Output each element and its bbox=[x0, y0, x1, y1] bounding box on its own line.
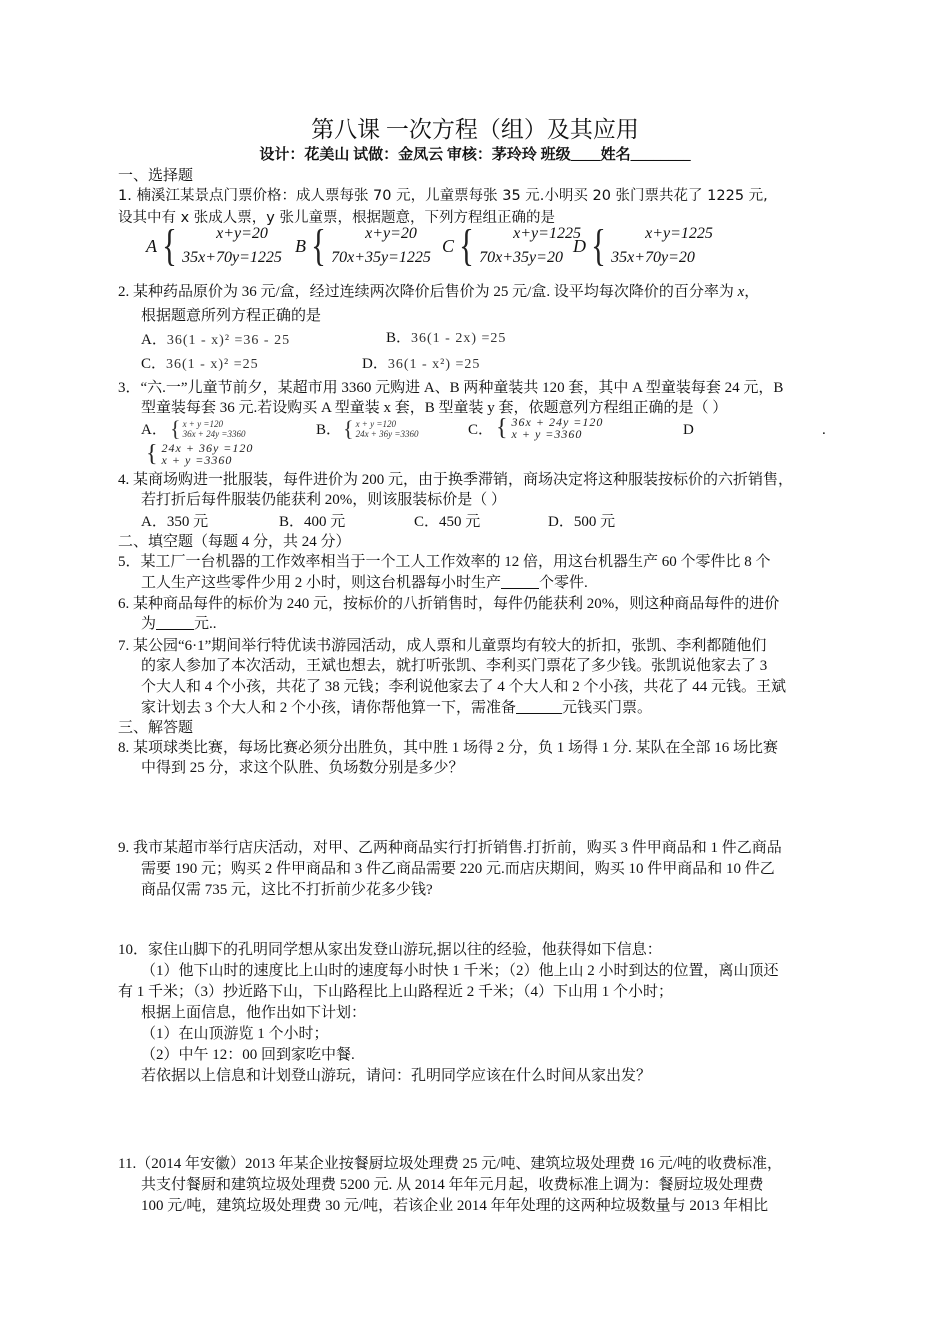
brace-icon: { bbox=[311, 221, 326, 270]
q11-line-1: 11.（2014 年安徽）2013 年某企业按餐厨垃圾处理费 25 元/吨、建筑垃圾处理费 16 元/吨的收费标准， bbox=[118, 1156, 783, 1172]
brace-icon: { bbox=[162, 221, 177, 270]
q1-option-a bbox=[146, 222, 282, 270]
q9-line-1: 9. 我市某超市举行店庆活动，对甲、乙两种商品实行打折销售.打折前，购买 3 件甲商品和 1 件乙商品 bbox=[118, 840, 782, 856]
q10-line-5: （1）在山顶游览 1 个小时； bbox=[141, 1026, 329, 1042]
page-title: 第八课 一次方程（组）及其应用 bbox=[311, 117, 639, 142]
q3-option-a-row-2: 36x + 24y =3360 bbox=[182, 429, 246, 439]
q10-line-1: 10．家住山脚下的孔明同学想从家出发登山游玩,据以往的经验，他获得如下信息： bbox=[118, 942, 662, 958]
q1-option-b-row-1: x+y=20 bbox=[365, 225, 417, 242]
q5-answer-blank[interactable] bbox=[501, 573, 539, 589]
q2-text-end: ， bbox=[744, 284, 760, 300]
brace-icon: { bbox=[146, 441, 159, 467]
q2-variable: x bbox=[737, 284, 745, 300]
q2-line-2: 根据题意所列方程正确的是 bbox=[141, 308, 322, 324]
q2-option-b-label: B． bbox=[386, 330, 412, 346]
q2-line-1 bbox=[118, 282, 759, 302]
q2-option-c-eq: 36(1 - x)² =25 bbox=[166, 357, 259, 372]
q8-line-2: 中得到 25 分，求这个队胜、负场数分别是多少？ bbox=[141, 760, 464, 776]
q1-option-d-row-1: x+y=1225 bbox=[645, 225, 713, 242]
section-answer-heading: 三、解答题 bbox=[118, 720, 194, 736]
brace-icon: { bbox=[591, 221, 606, 270]
brace-icon: { bbox=[170, 416, 181, 441]
q8-line-1: 8. 某项球类比赛，每场比赛必须分出胜负，其中胜 1 场得 2 分，负 1 场得 1 分. 某队在全部 16 场比赛 bbox=[118, 740, 779, 756]
q3-option-d-row-2: x + y =3360 bbox=[161, 453, 233, 467]
q7-line-3: 个大人和 4 个小孩，共花了 38 元钱；李利说他家去了 4 个大人和 2 个小孩，共花了 44 元钱。王斌 bbox=[141, 679, 787, 695]
q4-line-2: 若打折后每件服装仍能获利 20%，则该服装标价是（ ） bbox=[141, 492, 506, 508]
q3-option-c bbox=[496, 416, 603, 440]
q6-text: 为 bbox=[141, 616, 157, 632]
q10-line-2: （1）他下山时的速度比上山时的速度每小时快 1 千米；（2）他上山 2 小时到达的位置，离山顶还 bbox=[141, 963, 779, 979]
q2-option-c bbox=[141, 354, 259, 375]
q3-option-b-row-1: x + y =120 bbox=[355, 419, 396, 429]
q2-option-d bbox=[362, 354, 480, 375]
q3-option-b-row-2: 24x + 36y =3360 bbox=[355, 429, 419, 439]
q1-option-c-row-2: 70x+35y=20 bbox=[479, 249, 563, 266]
q2-text: 2. 某种药品原价为 36 元/盒，经过连续两次降价后售价为 25 元/盒. 设平均每次降价的百分率为 bbox=[118, 284, 738, 300]
q7-text: 家计划去 3 个大人和 2 个小孩，请你帮他算一下，需准备 bbox=[141, 700, 517, 716]
section-choice-heading: 一、选择题 bbox=[118, 168, 194, 184]
q2-option-b-eq: 36(1 - 2x) =25 bbox=[411, 331, 507, 346]
q2-option-a-eq: 36(1 - x)² =36 - 25 bbox=[166, 333, 291, 348]
q3-option-c-row-2: x + y =3360 bbox=[511, 427, 583, 441]
q3-option-d-label: D bbox=[683, 422, 694, 438]
q2-option-a bbox=[141, 330, 290, 351]
q3-option-b-label: B． bbox=[316, 422, 342, 438]
q5-line-1: 5．某工厂一台机器的工作效率相当于一个工人工作效率的 12 倍，用这台机器生产 60 个零件比 8 个 bbox=[118, 554, 771, 570]
q3-option-d-dot: . bbox=[822, 422, 826, 438]
q3-option-a-label: A． bbox=[141, 422, 167, 438]
q7-line-1: 7. 某公园“6·1”期间举行特优读书游园活动，成人票和儿童票均有较大的折扣，张凯、李利都随他们 bbox=[118, 638, 767, 654]
q11-line-3: 100 元/吨，建筑垃圾处理费 30 元/吨，若该企业 2014 年年处理的这两种垃圾数量与 2013 年相比 bbox=[141, 1198, 769, 1214]
q1-line-2: 设其中有 x 张成人票，y 张儿童票，根据题意，下列方程组正确的是 bbox=[118, 210, 555, 226]
q2-option-a-label: A． bbox=[141, 332, 167, 348]
q3-option-a bbox=[170, 418, 245, 440]
q1-option-b-row-2: 70x+35y=1225 bbox=[331, 249, 431, 266]
q2-option-c-label: C． bbox=[141, 356, 167, 372]
q2-option-d-label: D． bbox=[362, 356, 388, 372]
q1-option-a-label: A bbox=[146, 235, 157, 256]
q1-option-d-row-2: 35x+70y=20 bbox=[611, 249, 695, 266]
q10-line-4: 根据上面信息，他作出如下计划： bbox=[141, 1005, 367, 1021]
q1-option-a-row-2: 35x+70y=1225 bbox=[182, 249, 282, 266]
q10-line-3: 有 1 千米；（3）抄近路下山，下山路程比上山路程近 2 千米；（4）下山用 1 个小时； bbox=[118, 984, 674, 1000]
q3-line-1: 3．“六.一”儿童节前夕，某超市用 3360 元购进 A、B 两种童装共 120 套，其中 A 型童装每套 24 元，B bbox=[118, 380, 784, 396]
q1-option-c bbox=[442, 222, 581, 270]
q10-line-6: （2）中午 12：00 回到家吃中餐. bbox=[141, 1047, 355, 1063]
q6-line-2 bbox=[141, 614, 217, 634]
page-subtitle: 设计：花美山 试做：金凤云 审核：茅玲玲 班级____姓名________ bbox=[259, 147, 691, 163]
q3-option-d-row-1: 24x + 36y =120 bbox=[161, 441, 254, 455]
q1-line-1: 1. 楠溪江某景点门票价格：成人票每张 70 元，儿童票每张 35 元.小明买 20 张门票共花了 1225 元, bbox=[118, 188, 768, 204]
q3-option-c-label: C． bbox=[468, 422, 494, 438]
q4-option-a: A．350 元 bbox=[141, 514, 209, 530]
q9-line-2: 需要 190 元；购买 2 件甲商品和 3 件乙商品需要 220 元.而店庆期间，购买 10 件甲商品和 10 件乙 bbox=[141, 861, 775, 877]
q10-line-7: 若依据以上信息和计划登山游玩，请问：孔明同学应该在什么时间从家出发？ bbox=[141, 1068, 652, 1084]
q3-option-c-row-1: 36x + 24y =120 bbox=[511, 415, 604, 429]
q3-option-b bbox=[343, 418, 418, 440]
q7-line-4 bbox=[141, 698, 652, 718]
q4-line-1: 4. 某商场购进一批服装，每件进价为 200 元，由于换季滞销，商场决定将这种服装按标价的六折销售， bbox=[118, 472, 794, 488]
q5-line-2 bbox=[141, 573, 588, 593]
brace-icon: { bbox=[343, 416, 354, 441]
q1-option-c-row-1: x+y=1225 bbox=[513, 225, 581, 242]
q3-line-2: 型童装每套 36 元.若设购买 A 型童装 x 套，B 型童装 y 套，依题意列方程组正确的是（ ） bbox=[141, 400, 728, 416]
brace-icon: { bbox=[459, 221, 474, 270]
section-fill-heading: 二、填空题（每题 4 分，共 24 分） bbox=[118, 534, 351, 550]
q1-option-d bbox=[573, 222, 713, 270]
q1-option-c-label: C bbox=[442, 235, 455, 256]
q9-line-3: 商品仅需 735 元，这比不打折前少花多少钱? bbox=[141, 882, 433, 898]
q4-option-c: C．450 元 bbox=[414, 514, 481, 530]
q7-text-end: 元钱买门票。 bbox=[562, 700, 653, 716]
q3-option-d bbox=[146, 442, 253, 466]
q1-option-d-label: D bbox=[573, 235, 586, 256]
q11-line-2: 共支付餐厨和建筑垃圾处理费 5200 元. 从 2014 年年元月起，收费标准上调为：餐厨垃圾处理费 bbox=[141, 1177, 764, 1193]
q1-option-a-row-1: x+y=20 bbox=[216, 225, 268, 242]
q1-option-b-label: B bbox=[295, 235, 306, 256]
q5-text: 工人生产这些零件少用 2 小时，则这台机器每小时生产 bbox=[141, 575, 502, 591]
q6-answer-blank[interactable] bbox=[156, 614, 194, 630]
q4-option-b: B．400 元 bbox=[279, 514, 346, 530]
q7-line-2: 的家人参加了本次活动，王斌也想去，就打听张凯、李利买门票花了多少钱。张凯说他家去了 3 bbox=[141, 658, 768, 674]
q6-text-end: 元.. bbox=[194, 616, 217, 632]
q2-option-b bbox=[386, 328, 506, 349]
q2-option-d-eq: 36(1 - x²) =25 bbox=[387, 357, 481, 372]
q1-option-b bbox=[295, 222, 431, 270]
q7-answer-blank[interactable] bbox=[516, 698, 562, 714]
q6-line-1: 6. 某种商品每件的标价为 240 元，按标价的八折销售时，每件仍能获利 20%，则这种商品每件的进价 bbox=[118, 596, 780, 612]
q5-text-end: 个零件. bbox=[539, 575, 588, 591]
q3-option-a-row-1: x + y =120 bbox=[182, 419, 223, 429]
q4-option-d: D．500 元 bbox=[548, 514, 616, 530]
brace-icon: { bbox=[496, 415, 509, 441]
